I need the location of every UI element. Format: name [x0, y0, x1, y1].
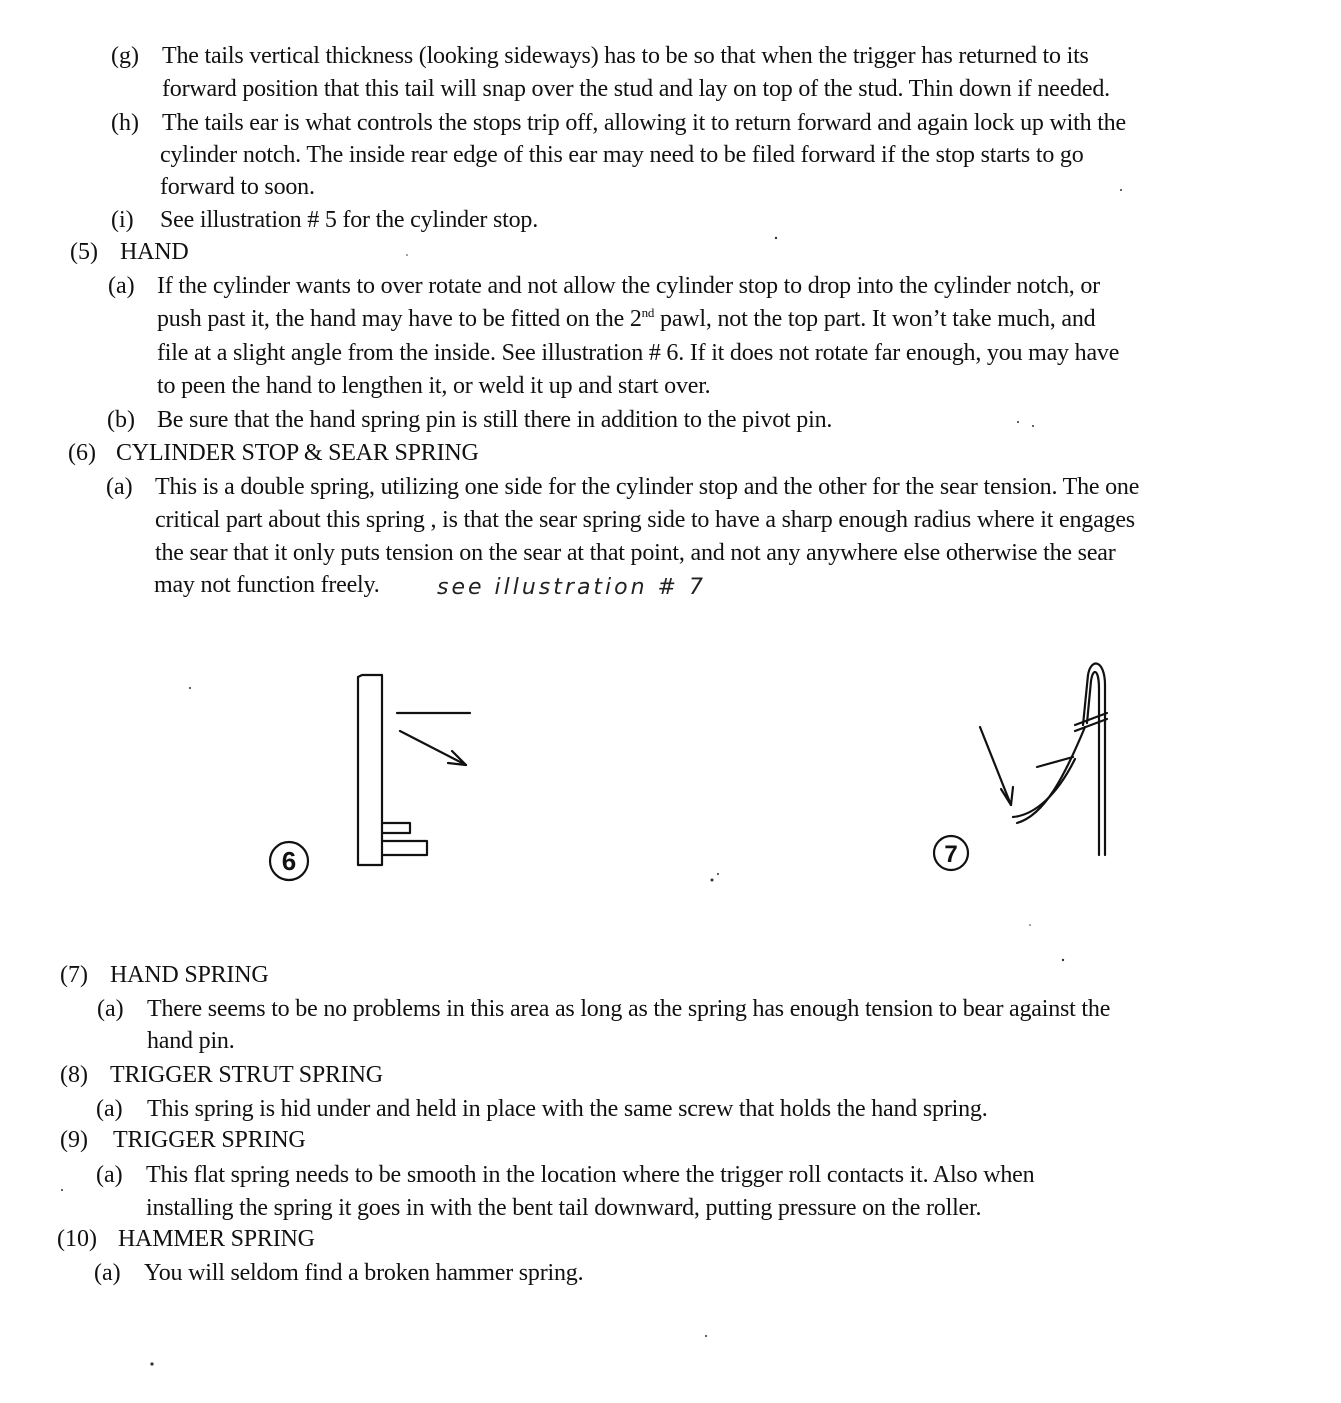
- handwritten-note: see illustration # 7: [437, 575, 706, 600]
- section-6-a-label: (a): [106, 474, 133, 500]
- section-5-a-label: (a): [108, 273, 135, 299]
- figure-6-number: 6: [281, 846, 297, 876]
- section-6-title: CYLINDER STOP & SEAR SPRING: [116, 440, 479, 466]
- figure-7-number: 7: [944, 841, 958, 868]
- section-7-title: HAND SPRING: [110, 962, 269, 988]
- section-9-number: (9): [60, 1127, 88, 1153]
- section-10-title: HAMMER SPRING: [118, 1226, 315, 1252]
- section-5-a-line-4: to peen the hand to lengthen it, or weld it up and start over.: [157, 373, 711, 399]
- item-h-line-2: cylinder notch. The inside rear edge of this ear may need to be filed forward if the stop starts to go: [160, 142, 1084, 168]
- section-5-title: HAND: [120, 239, 189, 265]
- section-10-a-label: (a): [94, 1260, 121, 1286]
- section-5-a-line-2: push past it, the hand may have to be fitted on the 2nd pawl, not the top part. It won’t take much, and: [157, 305, 1096, 332]
- section-8-a-label: (a): [96, 1096, 123, 1122]
- section-5-a-line-1: If the cylinder wants to over rotate and not allow the cylinder stop to drop into the cylinder notch, or: [157, 273, 1100, 299]
- item-h-line-1: The tails ear is what controls the stops trip off, allowing it to return forward and again lock up with the: [162, 110, 1126, 136]
- section-5-b-line-1: Be sure that the hand spring pin is still there in addition to the pivot pin.: [157, 407, 833, 433]
- section-7-a-line-1: There seems to be no problems in this area as long as the spring has enough tension to bear against the: [147, 996, 1111, 1022]
- section-9-a-label: (a): [96, 1162, 123, 1188]
- section-7-number: (7): [60, 962, 88, 988]
- section-6-a-line-1: This is a double spring, utilizing one side for the cylinder stop and the other for the sear tension. The one: [155, 474, 1140, 500]
- section-8-number: (8): [60, 1062, 88, 1088]
- item-i-line-1: See illustration # 5 for the cylinder stop.: [160, 207, 538, 233]
- section-6-a-line-2: critical part about this spring , is that the sear spring side to have a sharp enough radius where it engages: [155, 507, 1135, 533]
- section-7-a-line-2: hand pin.: [147, 1028, 235, 1054]
- section-9-a-line-1: This flat spring needs to be smooth in the location where the trigger roll contacts it. Also when: [146, 1162, 1035, 1188]
- section-8-a-line-1: This spring is hid under and held in place with the same screw that holds the hand spring.: [147, 1096, 988, 1122]
- section-10-a-line-1: You will seldom find a broken hammer spring.: [144, 1260, 584, 1286]
- item-g-line-1: The tails vertical thickness (looking sideways) has to be so that when the trigger has returned to its: [162, 43, 1089, 69]
- section-5-number: (5): [70, 239, 98, 265]
- section-9-a-line-2: installing the spring it goes in with the bent tail downward, putting pressure on the roller.: [146, 1195, 982, 1221]
- section-9-title: TRIGGER SPRING: [113, 1127, 306, 1153]
- section-6-a-line-3: the sear that it only puts tension on the sear at that point, and not any anywhere else otherwise the sear: [155, 540, 1116, 566]
- item-label-g: (g): [111, 43, 139, 69]
- section-5-a-line-3: file at a slight angle from the inside. See illustration # 6. If it does not rotate far enough, you may have: [157, 340, 1120, 366]
- section-10-number: (10): [57, 1226, 97, 1252]
- item-label-h: (h): [111, 110, 139, 136]
- item-g-line-2: forward position that this tail will snap over the stud and lay on top of the stud. Thin down if needed.: [162, 76, 1110, 102]
- item-label-i: (i): [111, 207, 134, 233]
- item-h-line-3: forward to soon.: [160, 174, 315, 200]
- section-7-a-label: (a): [97, 996, 124, 1022]
- section-6-number: (6): [68, 440, 96, 466]
- section-5-b-label: (b): [107, 407, 135, 433]
- section-6-a-line-4: may not function freely.: [154, 572, 380, 598]
- section-8-title: TRIGGER STRUT SPRING: [110, 1062, 383, 1088]
